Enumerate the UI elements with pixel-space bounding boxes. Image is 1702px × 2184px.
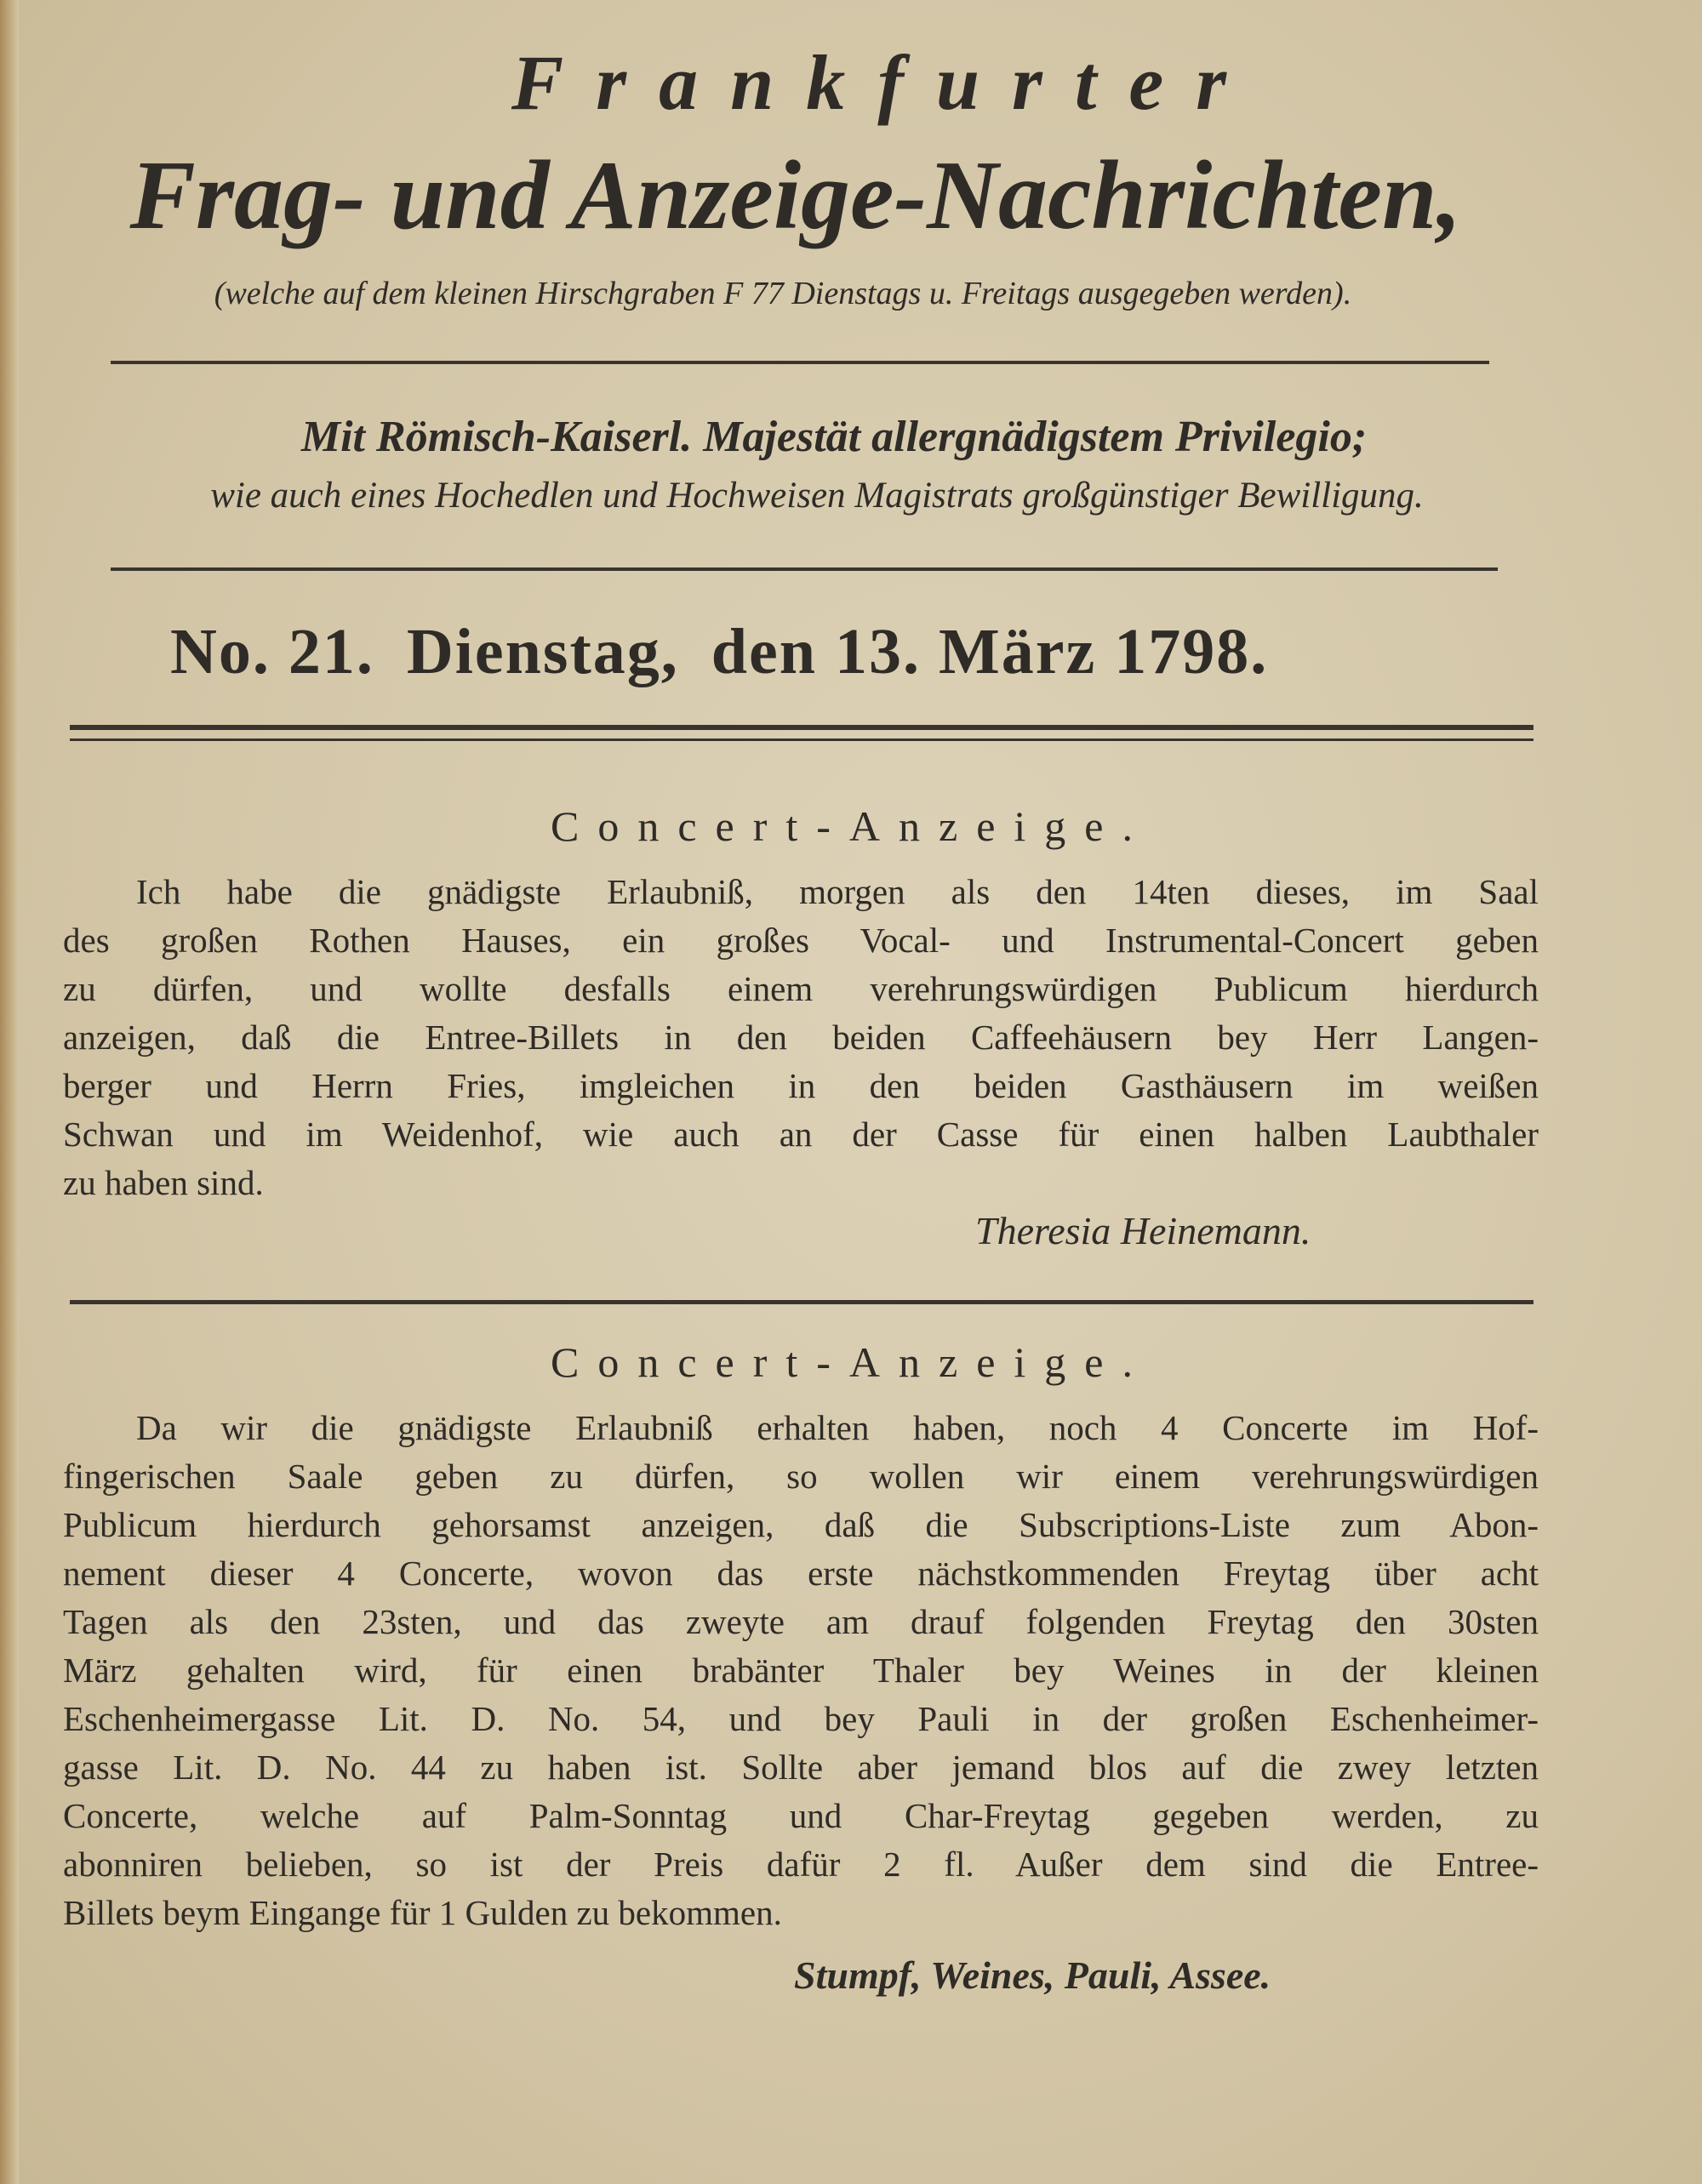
text-line: des großen Rothen Hauses, ein großes Vocal- und Instrumental-Concert geben [63,921,1539,960]
issue-date: den 13. März 1798. [711,616,1269,687]
masthead-title-line2: Frag- und Anzeige-Nachrichten, [129,141,1462,250]
text-line: Tagen als den 23sten, und das zweyte am drauf folgenden Freytag den 30sten [63,1602,1539,1641]
divider [70,1300,1534,1304]
text-line: fingerischen Saale geben zu dürfen, so wollen wir einem verehrungswürdigen [63,1457,1539,1496]
masthead-subtitle: (welche auf dem kleinen Hirschgraben F 77 Dienstags u. Freitags ausgegeben werden). [214,276,1352,311]
notice-body [63,1404,1539,1937]
notice-heading: Concert-Anzeige. [550,1338,1151,1386]
text-line: Publicum hierdurch gehorsamst anzeigen, daß die Subscriptions-Liste zum Abon- [63,1505,1539,1544]
text-line: zu dürfen, und wollte desfalls einem verehrungswürdigen Publicum hierdurch [63,969,1539,1008]
masthead-title-line1: Frankfurter [511,39,1259,126]
notice-heading: Concert-Anzeige. [550,802,1151,850]
text-line: Schwan und im Weidenhof, wie auch an der Casse für einen halben Laubthaler [63,1115,1539,1154]
double-rule-top [70,725,1534,730]
notice-signature: Theresia Heinemann. [975,1209,1311,1252]
divider [111,361,1489,364]
text-line: Concerte, welche auf Palm-Sonntag und Char-Freytag gegeben werden, zu [63,1796,1539,1835]
text-line: nement dieser 4 Concerte, wovon das erste nächstkommenden Freytag über acht [63,1554,1539,1593]
text-line: berger und Herrn Fries, imgleichen in den beiden Gasthäusern im weißen [63,1066,1539,1105]
text-line: gasse Lit. D. No. 44 zu haben ist. Sollte aber jemand blos auf die zwey letzten [63,1748,1539,1787]
text-line: Eschenheimergasse Lit. D. No. 54, und bey Pauli in der großen Eschenheimer- [63,1699,1539,1738]
privilege-line1: Mit Römisch-Kaiserl. Majestät allergnädigstem Privilegio; [300,413,1368,461]
issue-number: No. 21. [170,616,374,687]
text-line: zu haben sind. [63,1163,264,1202]
issue-weekday: Dienstag, [406,616,679,687]
notice-signature: Stumpf, Weines, Pauli, Assee. [794,1953,1271,1997]
issue-dateline [170,613,1617,691]
text-line: Da wir die gnädigste Erlaubniß erhalten haben, noch 4 Concerte im Hof- [136,1408,1539,1447]
notice-body [63,868,1539,1207]
text-line: Ich habe die gnädigste Erlaubniß, morgen als den 14ten dieses, im Saal [136,872,1539,911]
text-line: Billets beym Eingange für 1 Gulden zu bekommen. [63,1893,782,1932]
double-rule-bottom [70,738,1534,741]
divider [111,567,1498,571]
page-binding-edge [0,0,19,2184]
privilege-line2: wie auch eines Hochedlen und Hochweisen Magistrats großgünstiger Bewilligung. [210,476,1424,516]
text-line: März gehalten wird, für einen brabänter Thaler bey Weines in der kleinen [63,1651,1539,1690]
text-line: abonniren belieben, so ist der Preis dafür 2 fl. Außer dem sind die Entree- [63,1845,1539,1884]
text-line: anzeigen, daß die Entree-Billets in den beiden Caffeehäusern bey Herr Langen- [63,1018,1539,1057]
